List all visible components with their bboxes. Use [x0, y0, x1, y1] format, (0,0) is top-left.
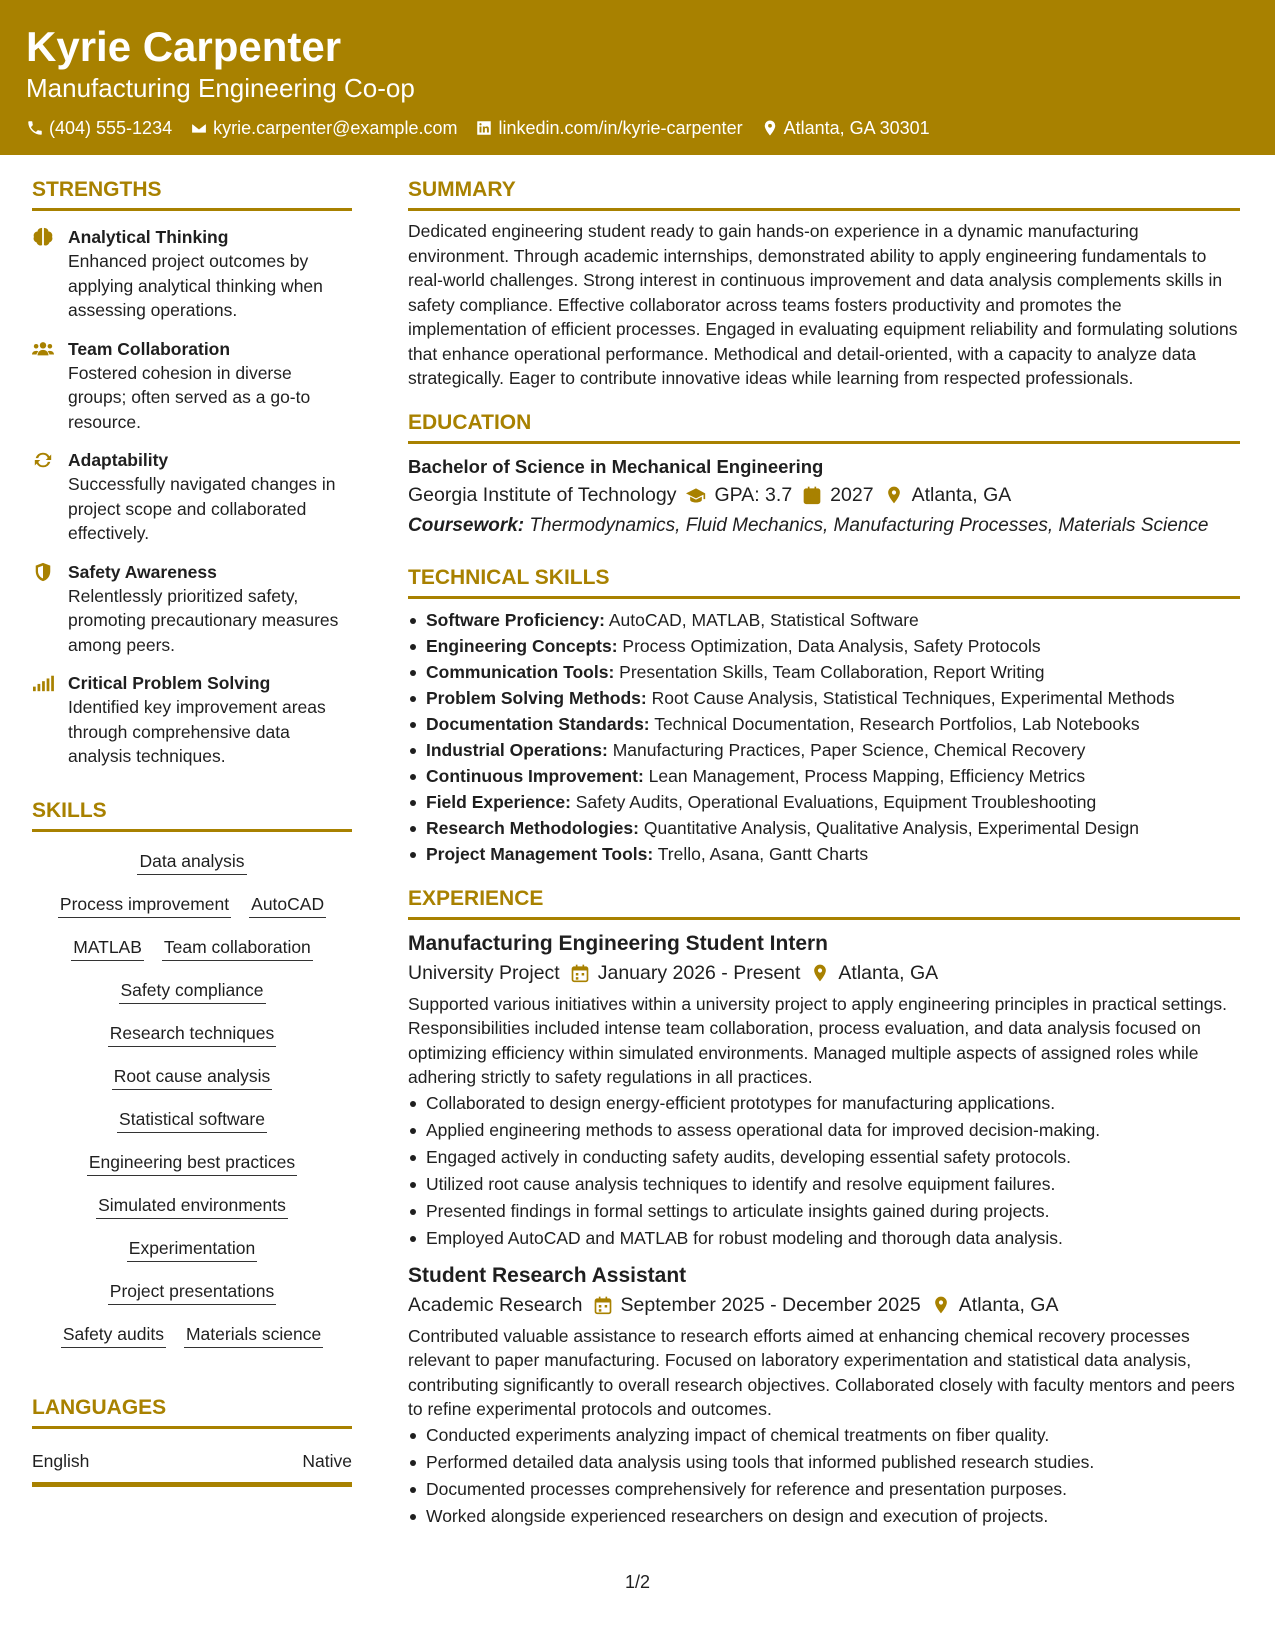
linkedin-icon: [475, 119, 493, 137]
list-item: Employed AutoCAD and MATLAB for robust modeling and thorough data analysis.: [408, 1225, 1240, 1252]
coursework-list: Thermodynamics, Fluid Mechanics, Manufacturing Processes, Materials Science: [529, 514, 1209, 536]
list-item: Collaborated to design energy-efficient prototypes for manufacturing applications.: [408, 1090, 1240, 1117]
calendar-icon: [593, 1295, 613, 1315]
grad-year: 2027: [830, 483, 874, 506]
contact-bar: [26, 116, 1249, 140]
skill-tag: Root cause analysis: [112, 1063, 273, 1090]
skill-tag: Team collaboration: [162, 934, 313, 961]
list-item: Research Methodologies: Quantitative Analysis, Qualitative Analysis, Experimental Design: [408, 815, 1240, 841]
job-description: Supported various initiatives within a university project to apply engineering principles in practical settings. Responsibilities included intense team collaboration, process evaluation, and data analysis focused on optimizing efficiency within simulated environments. Managed multiple aspects of assigned roles while adhering strictly to safety regulations in all practices.: [408, 993, 1228, 1087]
location-text: Atlanta, GA 30301: [783, 118, 930, 138]
skill-tag: MATLAB: [71, 934, 144, 961]
list-item: Presented findings in formal settings to articulate insights gained during projects.: [408, 1198, 1240, 1225]
list-item: Industrial Operations: Manufacturing Practices, Paper Science, Chemical Recovery: [408, 737, 1240, 763]
skills-list: [32, 832, 352, 1356]
strength-desc: Enhanced project outcomes by applying analytical thinking when assessing operations.: [68, 251, 323, 320]
list-item: Conducted experiments analyzing impact of chemical treatments on fiber quality.: [408, 1422, 1240, 1449]
list-item: Applied engineering methods to assess operational data for improved decision-making.: [408, 1117, 1240, 1144]
job-dates: January 2026 - Present: [597, 961, 801, 984]
list-item: Field Experience: Safety Audits, Operational Evaluations, Equipment Troubleshooting: [408, 789, 1240, 815]
section-title-technical: TECHNICAL SKILLS: [408, 564, 1240, 599]
graduation-cap-icon: [686, 485, 706, 505]
sync-icon: [32, 450, 54, 470]
coursework: [408, 514, 1240, 538]
candidate-name: Kyrie Carpenter: [26, 23, 342, 70]
skill-tag: Materials science: [184, 1321, 323, 1348]
job-title: Manufacturing Engineering Student Intern: [408, 931, 828, 955]
contact-linkedin[interactable]: [475, 116, 742, 140]
strength-title: Safety Awareness: [68, 561, 217, 582]
job-org: Academic Research: [408, 1293, 583, 1316]
summary-section: [408, 176, 1240, 391]
skill-tag: Simulated environments: [96, 1192, 288, 1219]
job-dates: September 2025 - December 2025: [620, 1293, 921, 1316]
degree-title: Bachelor of Science in Mechanical Engineering: [408, 455, 824, 477]
map-pin-icon: [761, 119, 779, 137]
coursework-label: Coursework:: [408, 514, 525, 536]
strength-item: [32, 671, 352, 769]
strength-title: Analytical Thinking: [68, 227, 229, 247]
section-title-experience: EXPERIENCE: [408, 885, 1240, 920]
list-item: Engineering Concepts: Process Optimization, Data Analysis, Safety Protocols: [408, 633, 1240, 659]
list-item: Performed detailed data analysis using tools that informed published research studies.: [408, 1449, 1240, 1476]
section-title-education: EDUCATION: [408, 409, 1240, 444]
map-pin-icon: [931, 1295, 951, 1315]
strength-title: Adaptability: [68, 450, 169, 470]
language-row: [32, 1451, 352, 1487]
strength-item: [32, 225, 352, 323]
skill-tag: Experimentation: [127, 1235, 257, 1262]
linkedin-text: linkedin.com/in/kyrie-carpenter: [498, 118, 743, 138]
strength-item: [32, 448, 352, 546]
users-icon: [32, 339, 54, 359]
languages-section: [32, 1394, 352, 1487]
list-item: Engaged actively in conducting safety audits, developing essential safety protocols.: [408, 1144, 1240, 1171]
phone-icon: [26, 119, 44, 137]
technical-skills-list: [408, 607, 1240, 867]
list-item: Utilized root cause analysis techniques to identify and resolve equipment failures.: [408, 1171, 1240, 1198]
experience-section: [408, 885, 1240, 1530]
skill-tag: Process improvement: [58, 891, 231, 918]
job-bullets: [408, 1422, 1240, 1530]
list-item: Problem Solving Methods: Root Cause Analysis, Statistical Techniques, Experimental Methods: [408, 685, 1240, 711]
gpa-text: GPA: 3.7: [714, 483, 793, 506]
list-item: Documented processes comprehensively for reference and presentation purposes.: [408, 1476, 1240, 1503]
contact-phone[interactable]: [26, 116, 172, 140]
calendar-icon: [570, 963, 590, 983]
list-item: Continuous Improvement: Lean Management, Process Mapping, Efficiency Metrics: [408, 763, 1240, 789]
job-meta: [408, 1290, 1240, 1320]
school-location: Atlanta, GA: [911, 483, 1012, 506]
list-item: Documentation Standards: Technical Documentation, Research Portfolios, Lab Notebooks: [408, 711, 1240, 737]
skill-tag: Safety compliance: [119, 977, 266, 1004]
job-meta: [408, 958, 1240, 988]
strength-title: Team Collaboration: [68, 338, 231, 359]
shield-icon: [32, 562, 54, 582]
section-title-skills: SKILLS: [32, 797, 352, 832]
candidate-role: Manufacturing Engineering Co-op: [26, 73, 415, 103]
email-text: kyrie.carpenter@example.com: [213, 118, 458, 138]
school-name: Georgia Institute of Technology: [408, 483, 677, 506]
calendar-icon: [802, 485, 822, 505]
map-pin-icon: [884, 485, 904, 505]
skill-tag: Engineering best practices: [87, 1149, 297, 1176]
job-bullets: [408, 1090, 1240, 1252]
skill-tag: AutoCAD: [249, 891, 326, 918]
resume-header: [0, 0, 1275, 155]
strength-desc: Identified key improvement areas through comprehensive data analysis techniques.: [68, 697, 326, 766]
skill-tag: Data analysis: [137, 848, 246, 875]
education-section: [408, 409, 1240, 538]
right-column: [408, 176, 1240, 1548]
brain-icon: [32, 227, 54, 247]
language-name: English: [32, 1450, 90, 1471]
list-item: Project Management Tools: Trello, Asana, Gantt Charts: [408, 841, 1240, 867]
skill-tag: Research techniques: [108, 1020, 276, 1047]
strength-desc: Successfully navigated changes in project scope and collaborated effectively.: [68, 474, 336, 543]
contact-email[interactable]: [190, 116, 457, 140]
envelope-icon: [190, 119, 208, 137]
list-item: Software Proficiency: AutoCAD, MATLAB, Statistical Software: [408, 607, 1240, 633]
strength-title: Critical Problem Solving: [68, 673, 271, 693]
job-description: Contributed valuable assistance to research efforts aimed at enhancing chemical recovery processes relevant to paper manufacturing. Focused on laboratory experimentation and statistical data analysis, contributing significantly to overall research objectives. Collaborated closely with faculty mentors and peers to refine experimental protocols and outcomes.: [408, 1325, 1235, 1419]
phone-text: (404) 555-1234: [49, 118, 173, 138]
left-column: [32, 176, 352, 1505]
contact-location: [761, 116, 930, 140]
job-location: Atlanta, GA: [958, 1293, 1059, 1316]
section-title-strengths: STRENGTHS: [32, 176, 352, 211]
map-pin-icon: [810, 963, 830, 983]
job-title: Student Research Assistant: [408, 1263, 687, 1287]
skill-tag: Statistical software: [117, 1106, 267, 1133]
summary-text: Dedicated engineering student ready to gain hands-on experience in a dynamic manufacturing environment. Through academic internships, demonstrated ability to apply engineering fundamentals to real-world challenges. Strong interest in continuous improvement and data analysis complements skills in safety compliance. Effective collaborator across teams fosters productivity and promotes the implementation of efficient processes. Engaged in evaluating equipment reliability and formulating solutions that enhance operational performance. Methodical and detail-oriented, with a capacity to analyze data strategically. Eager to contribute innovative ideas while learning from respected professionals.: [408, 221, 1238, 388]
strength-item: [32, 560, 352, 658]
list-item: Communication Tools: Presentation Skills, Team Collaboration, Report Writing: [408, 659, 1240, 685]
strength-desc: Relentlessly prioritized safety, promoting precautionary measures among peers.: [68, 585, 339, 655]
job-location: Atlanta, GA: [838, 961, 939, 984]
page-number: 1/2: [624, 1572, 651, 1592]
technical-skills-section: [408, 564, 1240, 867]
job-org: University Project: [408, 961, 560, 984]
section-title-summary: SUMMARY: [408, 176, 1240, 211]
signal-icon: [32, 673, 54, 693]
job-entry: [408, 1262, 1240, 1530]
education-meta: [408, 480, 1240, 510]
list-item: Worked alongside experienced researchers on design and execution of projects.: [408, 1503, 1240, 1530]
section-title-languages: LANGUAGES: [32, 1394, 352, 1429]
strengths-section: [32, 176, 352, 769]
skill-tag: Safety audits: [61, 1321, 166, 1348]
skill-tag: Project presentations: [108, 1278, 276, 1305]
strength-item: [32, 337, 352, 435]
skills-section: [32, 797, 352, 1356]
strength-desc: Fostered cohesion in diverse groups; often served as a go-to resource.: [68, 362, 311, 432]
language-level: Native: [302, 1450, 352, 1471]
job-entry: [408, 930, 1240, 1252]
